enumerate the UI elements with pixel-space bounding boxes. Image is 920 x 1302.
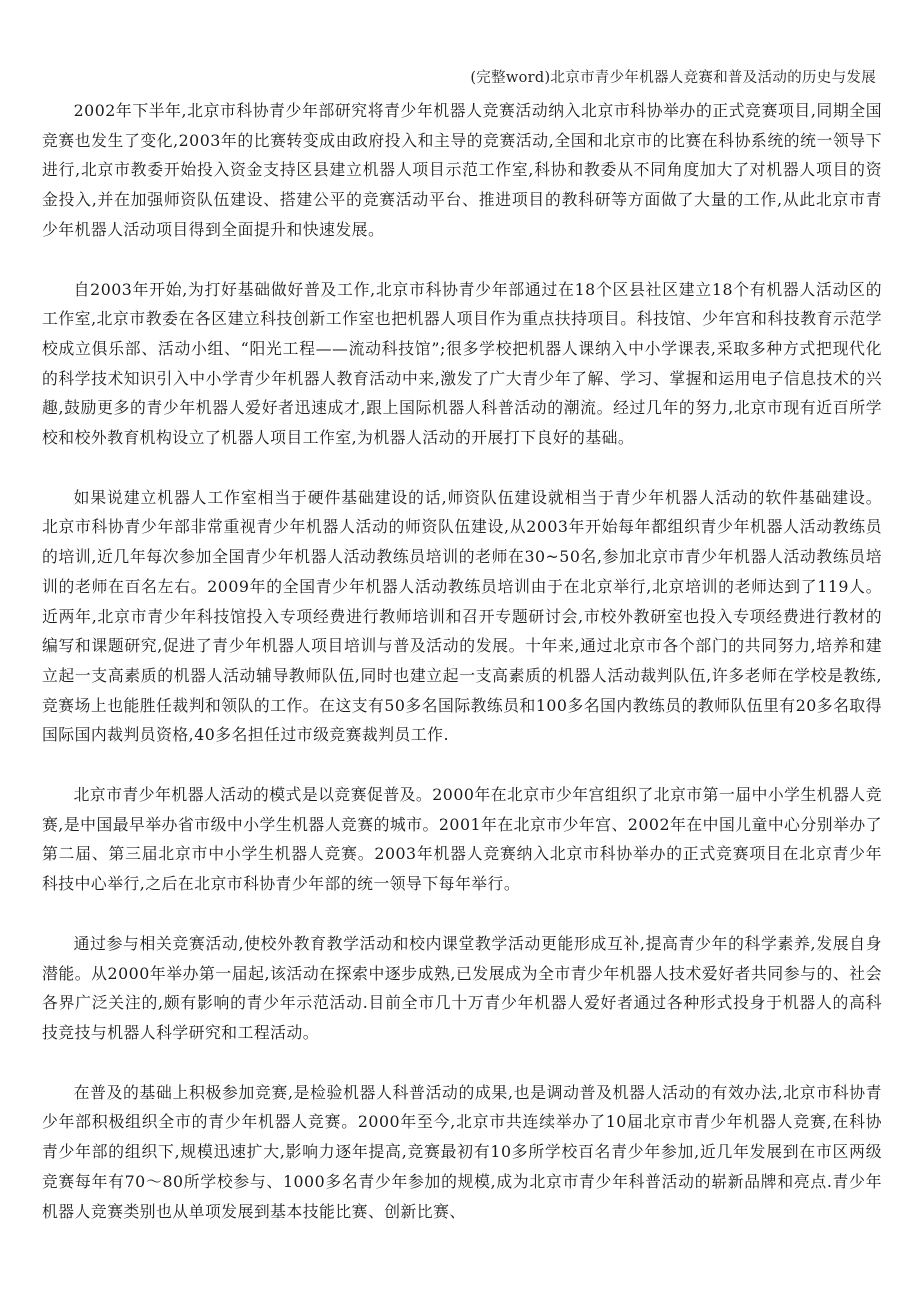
- paragraph-1: 2002年下半年,北京市科协青少年部研究将青少年机器人竞赛活动纳入北京市科协举办的正式竞赛项目,同期全国竞赛也发生了变化,2003年的比赛转变成由政府投入和主导的竞赛活动,全国和北京市的比赛在科协系统的统一领导下进行,北京市教委开始投入资金支持区县建立机器人项目示范工作室,科协和教委从不同角度加大了对机器人项目的资金投入,并在加强师资队伍建设、搭建公平的竞赛活动平台、推进项目的教科研等方面做了大量的工作,从此北京市青少年机器人活动项目得到全面提升和快速发展。: [42, 101, 882, 239]
- paragraph-5: 通过参与相关竞赛活动,使校外教育教学活动和校内课堂教学活动更能形成互补,提高青少年的科学素养,发展自身潜能。从2000年举办第一届起,该活动在探索中逐步成熟,已发展成为全市青少年机器人技术爱好者共同参与的、社会各界广泛关注的,颇有影响的青少年示范活动.目前全市几十万青少年机器人爱好者通过各种形式投身于机器人的高科技竞技与机器人科学研究和工程活动。: [42, 933, 882, 1042]
- paragraph-3: 如果说建立机器人工作室相当于硬件基础建设的话,师资队伍建设就相当于青少年机器人活动的软件基础建设。 北京市科协青少年部非常重视青少年机器人活动的师资队伍建设,从2003年开始每年都组织青少年机器人活动教练员的培训,近几年每次参加全国青少年机器人活动教练员培训的老师在30~50名,参加北京市青少年机器人活动教练员培训的老师在百名左右。2009年的全国青少年机器人活动教练员培训由于在北京举行,北京培训的老师达到了119人。近两年,北京市青少年科技馆投入专项经费进行教师培训和召开专题研讨会,市校外教研室也投入专项经费进行教材的编写和课题研究,促进了青少年机器人项目培训与普及活动的发展。十年来,通过北京市各个部门的共同努力,培养和建立起一支高素质的机器人活动辅导教师队伍,同时也建立起一支高素质的机器人活动裁判队伍,许多老师在学校是教练,竞赛场上也能胜任裁判和领队的工作。在这支有50多名国际教练员和100多名国内教练员的教师队伍里有20多名取得国际国内裁判员资格,40多名担任过市级竞赛裁判员工作.: [42, 487, 882, 745]
- document-body: [42, 96, 882, 1226]
- paragraph-4: 北京市青少年机器人活动的模式是以竞赛促普及。2000年在北京市少年宫组织了北京市第一届中小学生机器人竞赛,是中国最早举办省市级中小学生机器人竞赛的城市。2001年在北京市少年宫、2002年在中国儿童中心分别举办了第二届、第三届北京市中小学生机器人竞赛。2003年机器人竞赛纳入北京市科协举办的正式竞赛项目在北京青少年科技中心举行,之后在北京市科协青少年部的统一领导下每年举行。: [42, 785, 882, 894]
- paragraph-6: 在普及的基础上积极参加竞赛,是检验机器人科普活动的成果,也是调动普及机器人活动的有效办法,北京市科协青少年部积极组织全市的青少年机器人竞赛。2000年至今,北京市共连续举办了10届北京市青少年机器人竞赛,在科协青少年部的组织下,规模迅速扩大,影响力逐年提高,竞赛最初有10多所学校百名青少年参加,近几年发展到在市区两级竞赛每年有70～80所学校参与、1000多名青少年参加的规模,成为北京市青少年科普活动的崭新品牌和亮点.青少年机器人竞赛类别也从单项发展到基本技能比赛、创新比赛、: [42, 1082, 882, 1221]
- paragraph-2: 自2003年开始,为打好基础做好普及工作,北京市科协青少年部通过在18个区县社区建立18个有机器人活动区的工作室,北京市教委在各区建立科技创新工作室也把机器人项目作为重点扶持项目。科技馆、少年宫和科技教育示范学校成立俱乐部、活动小组、“阳光工程——流动科技馆”;很多学校把机器人课纳入中小学课表,采取多种方式把现代化的科学技术知识引入中小学青少年机器人教育活动中来,激发了广大青少年了解、学习、掌握和运用电子信息技术的兴趣,鼓励更多的青少年机器人爱好者迅速成才,跟上国际机器人科普活动的潮流。经过几年的努力,北京市现有近百所学校和校外教育机构设立了机器人项目工作室,为机器人活动的开展打下良好的基础。: [42, 279, 882, 448]
- page-header: (完整word)北京市青少年机器人竞赛和普及活动的历史与发展: [470, 70, 876, 86]
